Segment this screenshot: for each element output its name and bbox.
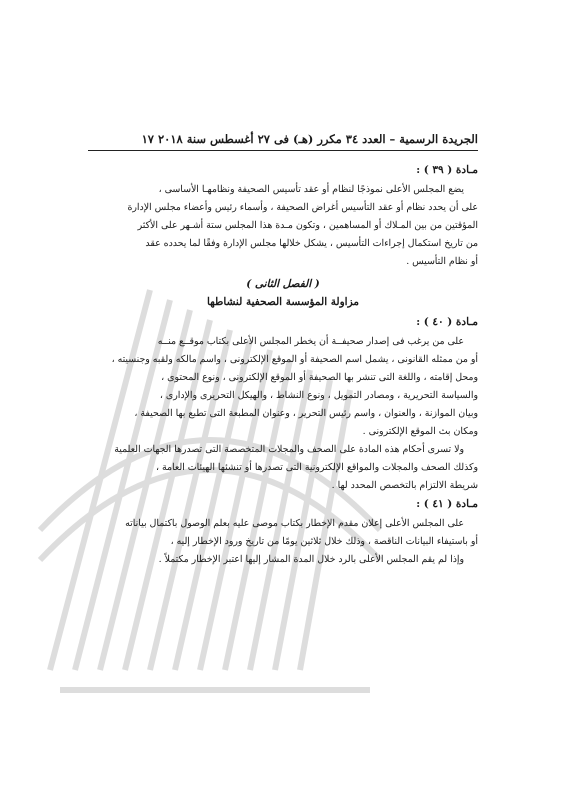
text-line: ومحل إقامته ، واللغة التى تنشر بها الصحيفة أو الموقع الإلكترونى ، ونوع المحتوى ، (161, 372, 478, 383)
text-line: وإذا لم يقم المجلس الأعلى بالرد خلال المدة المشار إليها اعتبر الإخطار مكتملاً . (158, 554, 464, 565)
text-line: على أن يحدد نظام أو عقد التأسيس أغراض الصحيفة ، وأسماء رئيس وأعضاء مجلس الإدارة (127, 202, 478, 213)
article-40-heading: مـادة ( ٤٠ ) : (416, 316, 478, 328)
text-line: والسياسة التحريرية ، ومصادر التمويل ، ونوع النشاط ، والهيكل التحريرى والإدارى ، (159, 390, 478, 401)
text-line: أو من ممثله القانونى ، يشمل اسم الصحيفة أو الموقع الإلكترونى ، واسم مالكه ولقبه وجنسيته ، (111, 354, 478, 365)
text-line: وكذلك الصحف والمجلات والمواقع الإلكترونية التى تصدرها أو تنشئها الهيئات العامة ، (155, 462, 478, 473)
text-line: وبيان الموازنة ، والعنوان ، واسم رئيس التحرير ، وعنوان المطبعة التى تطبع بها الصحيفة ، (134, 408, 478, 419)
text-line: على من يرغب فى إصدار صحيفــة أن يخطر المجلس الأعلى بكتاب موقــع منــه (157, 336, 464, 347)
article-41-heading: مـادة ( ٤١ ) : (416, 498, 478, 510)
text-line: ولا تسرى أحكام هذه المادة على الصحف والمجلات المتخصصة التى تصدرها الجهات العلمية (114, 444, 464, 455)
page-header: الجريدة الرسمية – العدد ٣٤ مكرر (هـ) فى ٢٧ أغسطس سنة ٢٠١٨ ١٧ (88, 132, 478, 151)
article-39-heading: مـادة ( ٣٩ ) : (416, 164, 478, 176)
article-39-text (88, 181, 478, 271)
text-line: شريطة الالتزام بالتخصص المحدد لها . (331, 480, 478, 491)
text-line: على المجلس الأعلى إعلان مقدم الإخطار بكتاب موصى عليه بعلم الوصول باكتمال بياناته (125, 518, 464, 529)
text-line: يضع المجلس الأعلى نموذجًا لنظام أو عقد تأسيس الصحيفة ونظامهـا الأساسى ، (158, 184, 464, 195)
section-title: ( الفصل الثانى ) (246, 278, 320, 290)
article-41-text (88, 515, 478, 569)
text-line: المؤقتين من بين المـلاك أو المساهمين ، وتكون مـدة هذا المجلس ستة أشـهر على الأكثر (137, 220, 478, 231)
text-line: من تاريخ استكمال إجراءات التأسيس ، يشكل خلالها مجلس الإدارة وفقًا لما يحدده عقد (145, 238, 478, 249)
document-body (88, 132, 478, 569)
text-line: أو باستيفاء البيانات الناقصة ، وذلك خلال ثلاثين يومًا من تاريخ ورود الإخطار إليه ، (170, 536, 478, 547)
section-subtitle: مزاولة المؤسسة الصحفية لنشاطها (206, 296, 360, 308)
text-line: أو نظام التأسيس . (406, 256, 478, 267)
text-line: ومكان بث الموقع الإلكترونى . (362, 426, 478, 437)
article-40-text (88, 333, 478, 495)
